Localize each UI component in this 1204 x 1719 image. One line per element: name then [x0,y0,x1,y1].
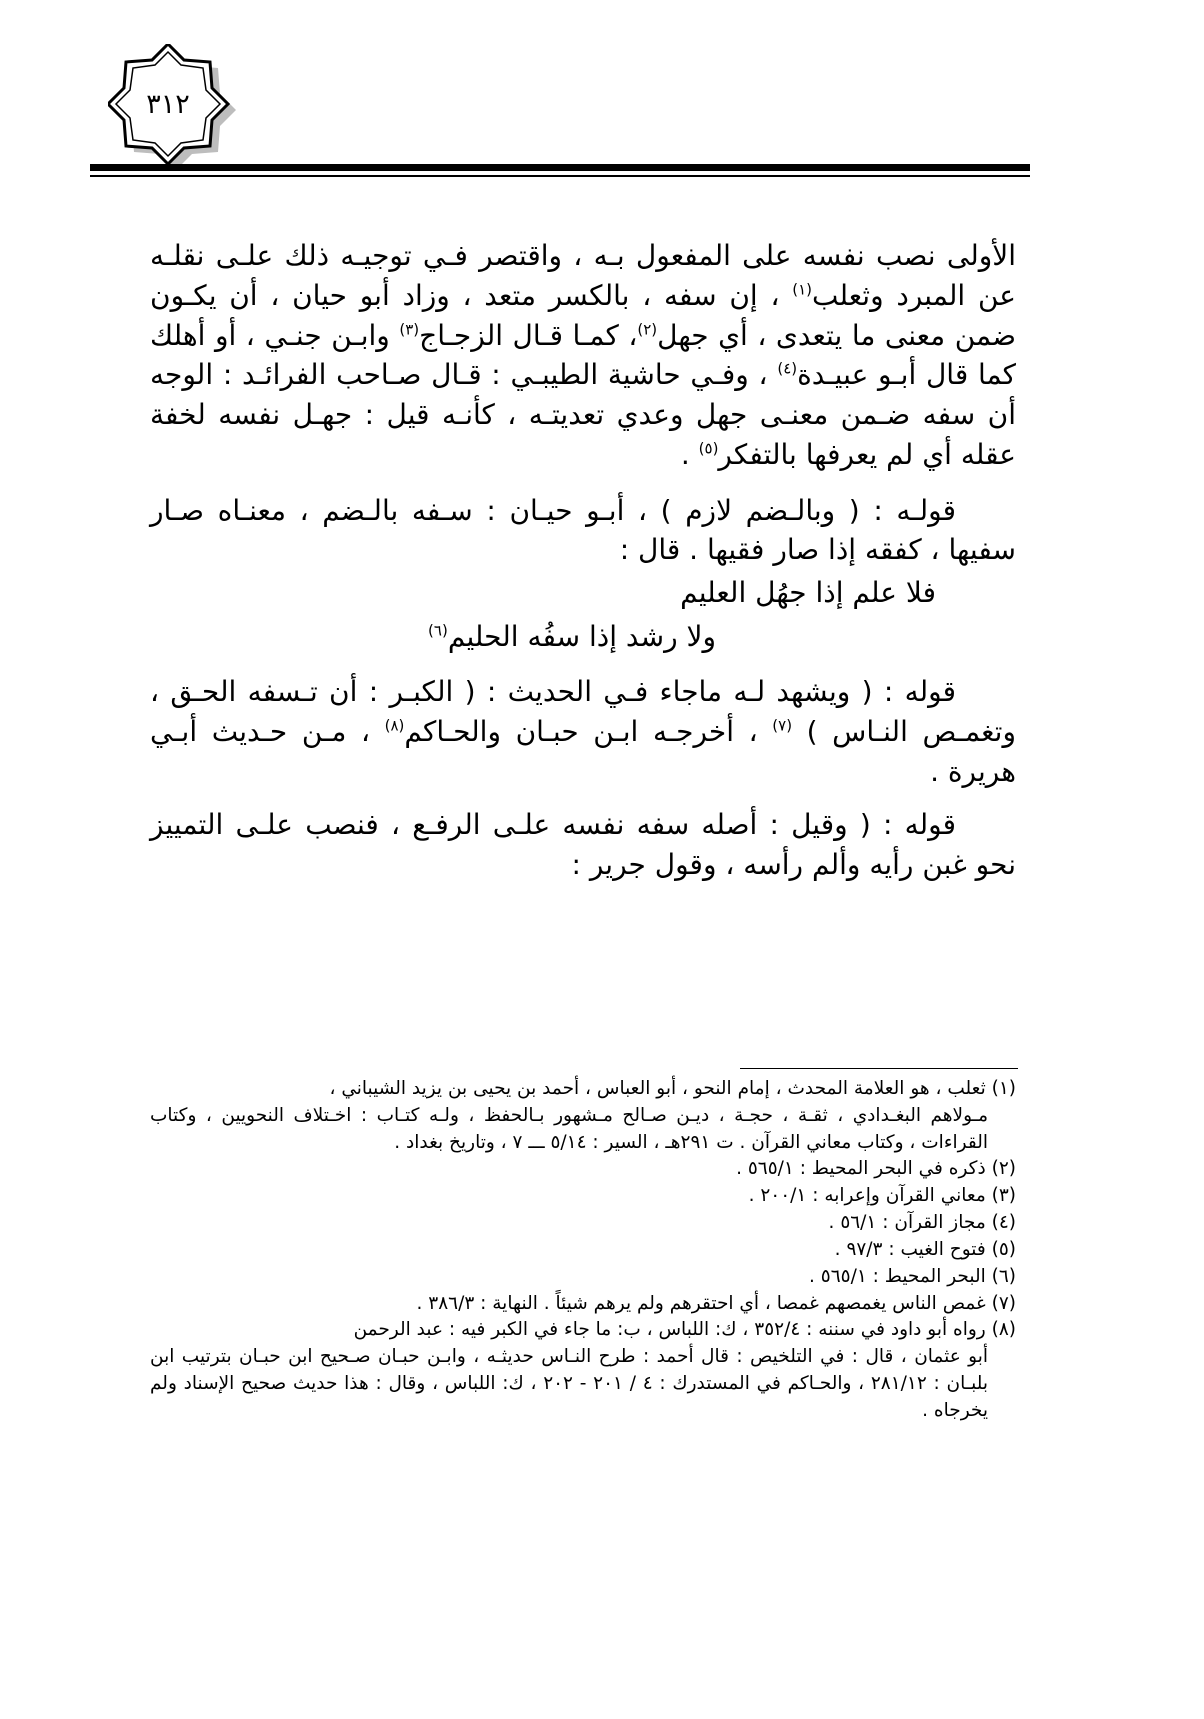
footnote-ref-1[interactable]: (١) [792,280,813,299]
footnote-ref-7[interactable]: (٧) [772,716,793,735]
footnote-1: (١) ثعلب ، هو العلامة المحدث ، إمام النحو ، أبو العباس ، أحمد بن يحيى بن يزيد الشيباني ، مـولاهم البغـدادي ، ثقـة ، حجـة ، ديـن صـالح مـشهور بـالحفظ ، ولـه كتـاب : اخـتلاف النحويين ، وكتاب القراءات ، وكتاب معاني القرآن . ت ٢٩١هـ ، السير : ٥/١٤ ـــ ٧ ، وتاريخ بغداد . [150,1078,1016,1153]
footnotes [150,1076,1016,1425]
footnote-3: (٣) معاني القرآن وإعرابه : ٢٠٠/١ . [748,1185,1016,1207]
footnote-separator [740,1068,1018,1069]
poem-line-1: فلا علم إذا جهُل العليم [680,576,936,609]
footnote-2: (٢) ذكره في البحر المحيط : ٥٦٥/١ . [736,1158,1016,1180]
footnote-ref-2[interactable]: (٢) [637,320,658,339]
main-text [150,236,1016,885]
footnote-5: (٥) فتوح الغيب : ٩٧/٣ . [834,1238,1016,1260]
paragraph-3: قوله : ( ويشهد لـه ماجاء فـي الحديث : ( الكبـر : أن تـسفه الحـق ، وتغمـص النـاس ) $^{(٧)}$ ، أخرجـه ابـن حبـان والحـاكم$^{(٨)}$ ، مـن حـديث أبـي هريرة . [150,675,1016,788]
paragraph-4: قوله : ( وقيل : أصله سفه نفسه علـى الرفـع ، فنصب علـى التمييز نحو غبن رأيه وألم رأسه ، وقول جرير : [150,808,1016,881]
footnote-ref-4[interactable]: (٤) [777,359,798,378]
footnote-4: (٤) مجاز القرآن : ٥٦/١ . [828,1212,1016,1234]
header-rule-thin [90,175,1030,177]
footnote-ref-6[interactable]: (٦) [428,621,448,640]
page-number-badge [108,44,240,176]
page-number: ٣١٢ [146,88,190,120]
footnote-ref-3[interactable]: (٣) [399,320,420,339]
footnote-ref-5[interactable]: (٥) [698,439,719,458]
header-rule-thick [90,164,1030,171]
poem-line-2: ولا رشد إذا سفُه الحليم$^{(٦)}$ [428,620,716,653]
paragraph-1: الأولى نصب نفسه على المفعول بـه ، واقتصر فـي توجيـه ذلك علـى نقلـه عن المبرد وثعلب$^{(١)}$ ، إن سفه ، بالكسر متعد ، وزاد أبو حيان ، أن يكـون ضمن معنى ما يتعدى ، أي جهل$^{(٢)}$، كمـا قـال الزجـاج$^{(٣)}$ وابـن جنـي ، أو أهلك كما قال أبـو عبيـدة$^{(٤)}$ ، وفـي حاشية الطيبـي : قـال صـاحب الفرائـد : الوجه أن سفه ضـمن معنـى جهل وعدي تعديتـه ، كأنـه قيل : جهـل نفسه لخفة عقله أي لم يعرفها بالتفكر$^{(٥)}$ . [150,239,1016,471]
paragraph-2: قولـه : ( وبالـضم لازم ) ، أبـو حيـان : سـفه بالـضم ، معنـاه صـار سفيها ، كفقه إذا صار فقيها . قال : [150,493,1016,567]
footnote-7: (٧) غمص الناس يغمصهم غمصا ، أي احتقرهم ولم يرهم شيئاً . النهاية : ٣٨٦/٣ . [416,1292,1016,1314]
footnote-6: (٦) البحر المحيط : ٥٦٥/١ . [809,1265,1016,1287]
footnote-8: (٨) رواه أبو داود في سننه : ٣٥٢/٤ ، ك: اللباس ، ب: ما جاء في الكبر فيه : عبد الرحمن أبو عثمان ، قال : في التلخيص : قال أحمد : طرح النـاس حديثـه ، وابـن حبـان صـحيح ابن حبـان بترتيب ابن بلبـان : ٢٨١/١٢ ، والحـاكم في المستدرك : ٤ / ٢٠١ - ٢٠٢ ، ك: اللباس ، وقال : هذا حديث صحيح الإسناد ولم يخرجاه . [150,1319,1016,1421]
footnote-ref-8[interactable]: (٨) [384,716,405,735]
